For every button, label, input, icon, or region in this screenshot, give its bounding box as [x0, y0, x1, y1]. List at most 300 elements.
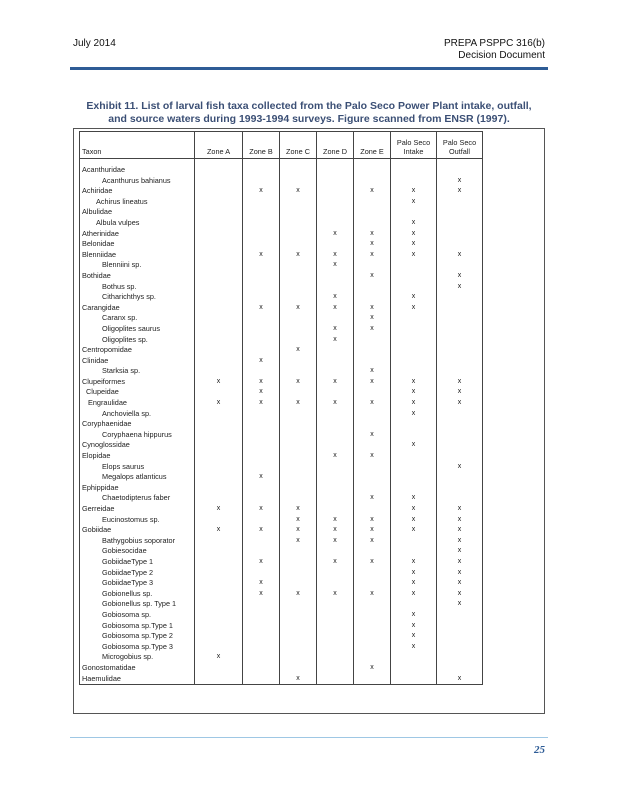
presence-mark: x [391, 218, 437, 229]
taxon-name: Gerreidae [80, 504, 195, 515]
presence-mark [317, 674, 354, 685]
presence-mark [437, 366, 483, 377]
presence-mark [280, 207, 317, 218]
page-number: 25 [534, 744, 545, 756]
column-header-1: Zone A [195, 132, 243, 159]
presence-mark [391, 483, 437, 494]
presence-mark: x [354, 451, 391, 462]
table-row [80, 324, 483, 335]
presence-mark [280, 335, 317, 346]
presence-mark: x [195, 525, 243, 536]
presence-mark [391, 271, 437, 282]
presence-mark: x [317, 557, 354, 568]
presence-mark: x [317, 229, 354, 240]
table-row [80, 578, 483, 589]
presence-mark: x [354, 525, 391, 536]
presence-mark [354, 462, 391, 473]
presence-mark [280, 366, 317, 377]
presence-mark: x [437, 398, 483, 409]
table-row [80, 186, 483, 197]
presence-mark [195, 292, 243, 303]
presence-mark [391, 335, 437, 346]
presence-mark [280, 313, 317, 324]
taxon-name: Acanthuridae [80, 165, 195, 176]
taxon-name: Gobiosoma sp. [80, 610, 195, 621]
presence-mark [280, 621, 317, 632]
presence-mark [195, 207, 243, 218]
presence-mark [354, 356, 391, 367]
presence-mark [195, 472, 243, 483]
taxon-name: Engraulidae [80, 398, 195, 409]
presence-mark: x [280, 345, 317, 356]
presence-mark: x [280, 674, 317, 685]
table-row [80, 430, 483, 441]
presence-mark: x [280, 377, 317, 388]
header-program: PREPA PSPPC 316(b) [444, 38, 545, 49]
presence-mark: x [391, 515, 437, 526]
presence-mark [391, 462, 437, 473]
presence-mark: x [280, 525, 317, 536]
table-row [80, 568, 483, 579]
taxon-name: Elopidae [80, 451, 195, 462]
presence-mark: x [243, 589, 280, 600]
presence-mark [354, 345, 391, 356]
presence-mark [391, 324, 437, 335]
presence-mark: x [243, 557, 280, 568]
presence-mark [243, 621, 280, 632]
presence-mark [317, 356, 354, 367]
presence-mark [354, 207, 391, 218]
presence-mark [243, 366, 280, 377]
presence-mark [195, 621, 243, 632]
presence-mark [280, 419, 317, 430]
presence-mark: x [437, 515, 483, 526]
table-row [80, 462, 483, 473]
table-row [80, 229, 483, 240]
presence-mark [317, 197, 354, 208]
presence-mark [195, 324, 243, 335]
presence-mark [391, 260, 437, 271]
presence-mark [437, 472, 483, 483]
column-header-3: Zone C [280, 132, 317, 159]
presence-mark: x [391, 504, 437, 515]
taxon-name: Gobionellus sp. [80, 589, 195, 600]
presence-mark: x [391, 631, 437, 642]
presence-mark [437, 610, 483, 621]
presence-mark: x [354, 271, 391, 282]
table-row [80, 557, 483, 568]
presence-mark [195, 260, 243, 271]
presence-mark [317, 663, 354, 674]
taxon-name: Atherinidae [80, 229, 195, 240]
presence-mark [243, 599, 280, 610]
presence-mark [243, 282, 280, 293]
taxon-name: Albula vulpes [80, 218, 195, 229]
presence-mark: x [317, 515, 354, 526]
presence-mark [243, 568, 280, 579]
presence-mark [243, 483, 280, 494]
presence-mark [391, 419, 437, 430]
presence-mark: x [437, 599, 483, 610]
presence-mark [354, 642, 391, 653]
presence-mark [437, 324, 483, 335]
taxon-name: Clupeidae [80, 387, 195, 398]
taxon-name: Clinidae [80, 356, 195, 367]
presence-mark [280, 387, 317, 398]
presence-mark [243, 197, 280, 208]
presence-mark [354, 218, 391, 229]
table-row [80, 674, 483, 685]
presence-mark: x [354, 303, 391, 314]
presence-mark [354, 282, 391, 293]
presence-mark [280, 462, 317, 473]
taxon-name: Bathygobius soporator [80, 536, 195, 547]
presence-mark [243, 674, 280, 685]
presence-mark [243, 663, 280, 674]
presence-mark [354, 440, 391, 451]
table-row [80, 409, 483, 420]
presence-mark [391, 599, 437, 610]
presence-mark: x [280, 303, 317, 314]
table-row [80, 165, 483, 176]
taxon-name: Megalops atlanticus [80, 472, 195, 483]
presence-mark [195, 483, 243, 494]
presence-mark [243, 313, 280, 324]
presence-mark [317, 345, 354, 356]
presence-mark: x [437, 674, 483, 685]
presence-mark [317, 313, 354, 324]
presence-mark: x [317, 303, 354, 314]
table-row [80, 440, 483, 451]
taxon-name: Ephippidae [80, 483, 195, 494]
taxon-name: Elops saurus [80, 462, 195, 473]
column-header-2: Zone B [243, 132, 280, 159]
presence-mark: x [391, 239, 437, 250]
table-row [80, 345, 483, 356]
presence-mark [354, 419, 391, 430]
presence-mark [391, 345, 437, 356]
presence-mark [437, 430, 483, 441]
presence-mark [317, 387, 354, 398]
presence-mark [280, 260, 317, 271]
table-row [80, 419, 483, 430]
taxon-name: GobiidaeType 1 [80, 557, 195, 568]
presence-mark [243, 493, 280, 504]
column-header-5: Zone E [354, 132, 391, 159]
header-rule [70, 67, 548, 70]
presence-mark: x [354, 493, 391, 504]
presence-mark: x [391, 568, 437, 579]
presence-mark [391, 165, 437, 176]
presence-mark: x [391, 589, 437, 600]
presence-mark [195, 366, 243, 377]
presence-mark: x [391, 409, 437, 420]
presence-mark [195, 335, 243, 346]
table-row [80, 663, 483, 674]
column-header-6: Palo Seco Intake [391, 132, 437, 159]
presence-mark: x [317, 377, 354, 388]
presence-mark: x [437, 546, 483, 557]
presence-mark: x [243, 398, 280, 409]
presence-mark: x [280, 398, 317, 409]
presence-mark: x [391, 377, 437, 388]
presence-mark [437, 165, 483, 176]
taxon-name: Clupeiformes [80, 377, 195, 388]
presence-mark [243, 324, 280, 335]
presence-mark [195, 345, 243, 356]
presence-mark [354, 504, 391, 515]
presence-mark: x [354, 557, 391, 568]
taxon-name: Gobiidae [80, 525, 195, 536]
presence-mark [195, 568, 243, 579]
presence-mark: x [437, 589, 483, 600]
taxon-name: Chaetodipterus faber [80, 493, 195, 504]
presence-mark [195, 197, 243, 208]
presence-mark [243, 345, 280, 356]
presence-mark [195, 356, 243, 367]
table-row [80, 642, 483, 653]
presence-mark [195, 546, 243, 557]
presence-mark: x [195, 652, 243, 663]
taxon-name: GobiidaeType 3 [80, 578, 195, 589]
presence-mark [437, 652, 483, 663]
table-row [80, 356, 483, 367]
presence-mark: x [354, 515, 391, 526]
table-row [80, 377, 483, 388]
presence-mark: x [317, 260, 354, 271]
presence-mark: x [391, 186, 437, 197]
presence-mark [280, 568, 317, 579]
presence-mark [391, 536, 437, 547]
caption-line-1: Exhibit 11. List of larval fish taxa collected from the Palo Seco Power Plant intake, outfall, [86, 100, 532, 112]
taxon-name: Achiridae [80, 186, 195, 197]
caption-line-2: and source waters during 1993-1994 surveys. Figure scanned from ENSR (1997). [108, 113, 510, 125]
table-row [80, 250, 483, 261]
presence-mark: x [354, 250, 391, 261]
presence-mark [437, 493, 483, 504]
presence-mark [437, 335, 483, 346]
presence-mark [280, 218, 317, 229]
presence-mark [195, 387, 243, 398]
presence-mark [317, 440, 354, 451]
table-header-row [80, 132, 483, 159]
header-document-info [444, 38, 545, 62]
presence-mark [391, 652, 437, 663]
presence-mark [195, 165, 243, 176]
presence-mark: x [354, 229, 391, 240]
presence-mark: x [391, 250, 437, 261]
presence-mark: x [243, 186, 280, 197]
table-row [80, 303, 483, 314]
presence-mark [280, 493, 317, 504]
taxon-name: Gobiosoma sp.Type 1 [80, 621, 195, 632]
presence-mark [437, 419, 483, 430]
presence-mark [243, 652, 280, 663]
presence-mark [280, 610, 317, 621]
presence-mark [280, 409, 317, 420]
presence-mark [280, 652, 317, 663]
presence-mark [437, 313, 483, 324]
presence-mark [280, 578, 317, 589]
header-doc-type: Decision Document [458, 50, 545, 61]
presence-mark [317, 599, 354, 610]
presence-mark [243, 430, 280, 441]
presence-mark: x [437, 504, 483, 515]
presence-mark [195, 536, 243, 547]
table-row [80, 589, 483, 600]
table-row [80, 483, 483, 494]
presence-mark [195, 493, 243, 504]
presence-mark [195, 462, 243, 473]
table-row [80, 271, 483, 282]
taxon-name: Gobiesocidae [80, 546, 195, 557]
presence-mark [243, 631, 280, 642]
presence-mark [354, 176, 391, 187]
presence-mark: x [391, 387, 437, 398]
presence-mark: x [317, 451, 354, 462]
presence-mark [243, 419, 280, 430]
presence-mark: x [391, 292, 437, 303]
presence-mark [391, 313, 437, 324]
presence-mark: x [437, 525, 483, 536]
presence-mark [243, 218, 280, 229]
presence-mark [317, 652, 354, 663]
presence-mark [391, 356, 437, 367]
presence-mark [195, 663, 243, 674]
presence-mark [243, 536, 280, 547]
taxon-name: Microgobius sp. [80, 652, 195, 663]
column-header-4: Zone D [317, 132, 354, 159]
presence-mark: x [437, 250, 483, 261]
presence-mark [317, 621, 354, 632]
presence-mark [391, 282, 437, 293]
presence-mark [195, 610, 243, 621]
presence-mark: x [391, 398, 437, 409]
presence-mark: x [280, 589, 317, 600]
presence-mark [317, 493, 354, 504]
taxon-name: Gobiosoma sp.Type 2 [80, 631, 195, 642]
presence-mark [243, 409, 280, 420]
presence-mark [280, 642, 317, 653]
presence-mark [195, 674, 243, 685]
presence-mark [317, 271, 354, 282]
presence-mark [280, 282, 317, 293]
table-row [80, 610, 483, 621]
presence-mark [437, 440, 483, 451]
presence-mark: x [317, 536, 354, 547]
presence-mark [195, 303, 243, 314]
presence-mark [280, 546, 317, 557]
presence-mark [437, 642, 483, 653]
presence-mark [317, 165, 354, 176]
column-header-7: Palo Seco Outfall [437, 132, 483, 159]
presence-mark [391, 176, 437, 187]
presence-mark [317, 282, 354, 293]
presence-mark: x [243, 377, 280, 388]
presence-mark: x [317, 250, 354, 261]
presence-mark: x [354, 313, 391, 324]
presence-mark: x [437, 377, 483, 388]
table-row [80, 197, 483, 208]
presence-mark [354, 165, 391, 176]
presence-mark [243, 610, 280, 621]
presence-mark [280, 165, 317, 176]
presence-mark [354, 610, 391, 621]
presence-mark [354, 599, 391, 610]
presence-mark [243, 515, 280, 526]
taxon-name: Cynoglossidae [80, 440, 195, 451]
presence-mark: x [391, 557, 437, 568]
presence-mark: x [354, 430, 391, 441]
presence-mark [317, 631, 354, 642]
presence-mark [391, 366, 437, 377]
taxon-name: Blenniidae [80, 250, 195, 261]
presence-mark: x [243, 387, 280, 398]
presence-mark [354, 621, 391, 632]
table-row [80, 218, 483, 229]
presence-mark [354, 652, 391, 663]
presence-mark: x [354, 186, 391, 197]
taxon-name: Blenniini sp. [80, 260, 195, 271]
presence-mark [243, 271, 280, 282]
presence-mark [195, 440, 243, 451]
presence-mark [354, 483, 391, 494]
presence-mark [280, 239, 317, 250]
presence-mark [437, 483, 483, 494]
presence-mark: x [243, 525, 280, 536]
table-row [80, 335, 483, 346]
taxon-name: Albulidae [80, 207, 195, 218]
presence-mark [317, 483, 354, 494]
presence-mark [437, 260, 483, 271]
presence-mark: x [243, 472, 280, 483]
presence-mark [317, 504, 354, 515]
table-row [80, 504, 483, 515]
presence-mark: x [437, 387, 483, 398]
presence-mark [391, 472, 437, 483]
presence-mark: x [354, 536, 391, 547]
presence-mark: x [243, 578, 280, 589]
presence-mark [437, 345, 483, 356]
presence-mark [354, 568, 391, 579]
presence-mark [317, 207, 354, 218]
presence-mark [243, 292, 280, 303]
presence-mark [280, 663, 317, 674]
presence-mark: x [354, 398, 391, 409]
taxon-name: Coryphaena hippurus [80, 430, 195, 441]
presence-mark [354, 546, 391, 557]
presence-mark: x [317, 589, 354, 600]
presence-mark: x [280, 536, 317, 547]
presence-mark [243, 229, 280, 240]
presence-mark: x [243, 303, 280, 314]
presence-mark [317, 239, 354, 250]
presence-mark: x [391, 578, 437, 589]
presence-mark [354, 197, 391, 208]
presence-mark [437, 229, 483, 240]
table-body [80, 159, 483, 685]
presence-mark [243, 335, 280, 346]
exhibit-caption [78, 100, 540, 126]
presence-mark: x [354, 663, 391, 674]
presence-mark [243, 207, 280, 218]
presence-mark [317, 546, 354, 557]
table-row [80, 292, 483, 303]
presence-mark [243, 440, 280, 451]
presence-mark: x [391, 493, 437, 504]
presence-mark: x [317, 525, 354, 536]
presence-mark [195, 430, 243, 441]
